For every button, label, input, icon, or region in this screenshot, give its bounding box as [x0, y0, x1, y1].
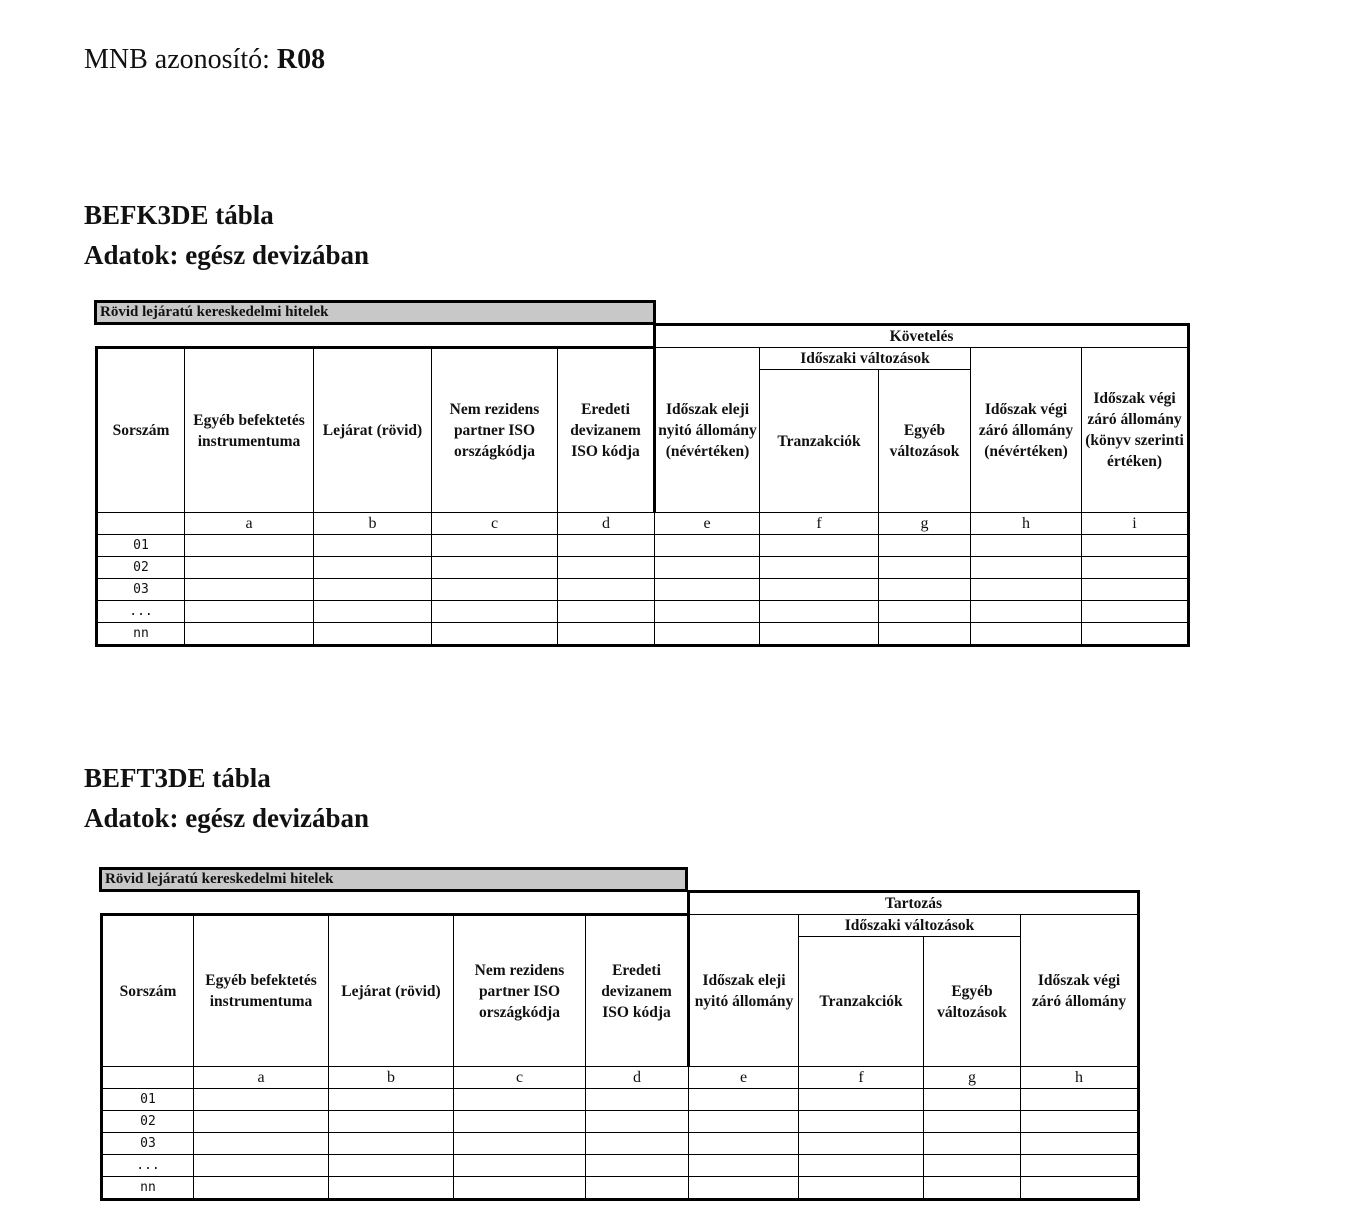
table-cell — [1021, 1089, 1139, 1111]
table1-row-number: 02 — [97, 557, 185, 579]
table2-col-a: Egyéb befektetés instrumentuma — [194, 915, 329, 1067]
table2-subgroup-header: Időszaki változások — [799, 915, 1021, 937]
table2-row-number: 02 — [102, 1111, 194, 1133]
table1-title: BEFK3DE tábla — [84, 200, 274, 230]
table-cell — [799, 1177, 924, 1200]
table2-col-e: Időszak eleji nyitó állomány — [689, 915, 799, 1067]
table1-col-d: Eredeti devizanem ISO kódja — [558, 348, 655, 513]
table-cell — [329, 1155, 454, 1177]
table-cell — [454, 1155, 586, 1177]
table1-letter-b: b — [314, 513, 432, 535]
table-cell — [879, 579, 971, 601]
table-cell — [971, 535, 1082, 557]
table1-letter-f: f — [760, 513, 879, 535]
table-cell — [454, 1111, 586, 1133]
table1-letter-c: c — [432, 513, 558, 535]
table-cell — [971, 601, 1082, 623]
table-cell — [194, 1089, 329, 1111]
table-row — [102, 1133, 1139, 1155]
table1-letter-blank — [97, 513, 185, 535]
table-cell — [689, 1177, 799, 1200]
table2-row-number: 01 — [102, 1089, 194, 1111]
table1-col-g: Egyéb változások — [879, 370, 971, 513]
table1-col-c: Nem rezidens partner ISO országkódja — [432, 348, 558, 513]
table-cell — [924, 1155, 1021, 1177]
table1-letter-a: a — [185, 513, 314, 535]
table-cell — [314, 623, 432, 646]
table-cell — [1082, 579, 1189, 601]
table-row — [97, 579, 1189, 601]
table2-grid — [100, 890, 1140, 1201]
table1-letter-g: g — [879, 513, 971, 535]
table1-subtitle: Adatok: egész devizában — [84, 240, 369, 270]
mnb-label: MNB azonosító: — [84, 44, 277, 75]
table-cell — [655, 601, 760, 623]
table1-band: Rövid lejáratú kereskedelmi hitelek — [94, 300, 656, 325]
table2-col-f: Tranzakciók — [799, 937, 924, 1067]
table-cell — [586, 1111, 689, 1133]
table-cell — [971, 557, 1082, 579]
table-cell — [879, 623, 971, 646]
table-cell — [314, 579, 432, 601]
table-cell — [586, 1155, 689, 1177]
table-cell — [760, 579, 879, 601]
table-cell — [185, 601, 314, 623]
table1-col-i: Időszak végi záró állomány (könyv szerinti értéken) — [1082, 348, 1189, 513]
table1-row-number: nn — [97, 623, 185, 646]
table-row — [102, 1089, 1139, 1111]
table-cell — [432, 601, 558, 623]
table1-col-f: Tranzakciók — [760, 370, 879, 513]
table1-col-a: Egyéb befektetés instrumentuma — [185, 348, 314, 513]
table-cell — [760, 623, 879, 646]
table2-letter-e: e — [689, 1067, 799, 1089]
table-cell — [924, 1177, 1021, 1200]
table-cell — [185, 579, 314, 601]
table-cell — [879, 601, 971, 623]
table1-col-b: Lejárat (rövid) — [314, 348, 432, 513]
table-cell — [655, 535, 760, 557]
table1-col-e: Időszak eleji nyitó állomány (névértéken) — [655, 348, 760, 513]
table-cell — [586, 1133, 689, 1155]
mnb-code: R08 — [276, 44, 326, 75]
table-cell — [1021, 1133, 1139, 1155]
table-row — [102, 1155, 1139, 1177]
table-cell — [689, 1155, 799, 1177]
table-cell — [194, 1155, 329, 1177]
table-cell — [329, 1111, 454, 1133]
table-cell — [879, 557, 971, 579]
table2-letter-blank — [102, 1067, 194, 1089]
table-cell — [432, 579, 558, 601]
table1-row-number: 03 — [97, 579, 185, 601]
table2-letter-h: h — [1021, 1067, 1139, 1089]
table-cell — [586, 1089, 689, 1111]
table-cell — [689, 1089, 799, 1111]
table-cell — [1082, 557, 1189, 579]
mnb-identifier — [84, 44, 325, 76]
table-cell — [558, 535, 655, 557]
table-cell — [329, 1089, 454, 1111]
table2-col-sorszam: Sorszám — [102, 915, 194, 1067]
table-cell — [185, 557, 314, 579]
table-cell — [1082, 623, 1189, 646]
table1-group-header: Követelés — [655, 325, 1189, 348]
table2-letter-c: c — [454, 1067, 586, 1089]
table2-col-c: Nem rezidens partner ISO országkódja — [454, 915, 586, 1067]
table-cell — [454, 1133, 586, 1155]
table-cell — [432, 535, 558, 557]
table1-letter-i: i — [1082, 513, 1189, 535]
table-cell — [586, 1177, 689, 1200]
table-cell — [799, 1111, 924, 1133]
table-cell — [558, 579, 655, 601]
table-cell — [760, 535, 879, 557]
table1-row-number: 01 — [97, 535, 185, 557]
table1-letter-h: h — [971, 513, 1082, 535]
table-cell — [924, 1111, 1021, 1133]
table-cell — [454, 1089, 586, 1111]
table-cell — [799, 1155, 924, 1177]
table2-row-number: nn — [102, 1177, 194, 1200]
table-row — [97, 535, 1189, 557]
table2-col-h: Időszak végi záró állomány — [1021, 915, 1139, 1067]
table-cell — [185, 535, 314, 557]
table1-subgroup-header: Időszaki változások — [760, 348, 971, 370]
table2-letter-g: g — [924, 1067, 1021, 1089]
table-cell — [799, 1133, 924, 1155]
table-cell — [194, 1177, 329, 1200]
table2-col-d: Eredeti devizanem ISO kódja — [586, 915, 689, 1067]
table2-row-number: 03 — [102, 1133, 194, 1155]
table-row — [97, 557, 1189, 579]
table1-letter-d: d — [558, 513, 655, 535]
table2-letter-d: d — [586, 1067, 689, 1089]
table2-group-header: Tartozás — [689, 892, 1139, 915]
table-cell — [655, 579, 760, 601]
table-cell — [760, 601, 879, 623]
table-row — [97, 601, 1189, 623]
table-cell — [879, 535, 971, 557]
table-cell — [689, 1111, 799, 1133]
table-row — [102, 1177, 1139, 1200]
table-cell — [432, 623, 558, 646]
table-cell — [185, 623, 314, 646]
table-cell — [314, 557, 432, 579]
table2-letter-a: a — [194, 1067, 329, 1089]
table2-col-g: Egyéb változások — [924, 937, 1021, 1067]
table2-row-number: ... — [102, 1155, 194, 1177]
table-cell — [1082, 535, 1189, 557]
table-cell — [760, 557, 879, 579]
table-cell — [1021, 1177, 1139, 1200]
table-cell — [314, 535, 432, 557]
table2-col-b: Lejárat (rövid) — [329, 915, 454, 1067]
table-cell — [329, 1133, 454, 1155]
table-cell — [194, 1133, 329, 1155]
table-cell — [558, 623, 655, 646]
table1-col-h: Időszak végi záró állomány (névértéken) — [971, 348, 1082, 513]
table-cell — [924, 1089, 1021, 1111]
table-cell — [655, 557, 760, 579]
table2-subtitle: Adatok: egész devizában — [84, 803, 369, 833]
table-cell — [1082, 601, 1189, 623]
table-cell — [689, 1133, 799, 1155]
table-cell — [799, 1089, 924, 1111]
table-cell — [1021, 1155, 1139, 1177]
table-cell — [558, 557, 655, 579]
table-cell — [432, 557, 558, 579]
table-cell — [655, 623, 760, 646]
table-cell — [558, 601, 655, 623]
table-cell — [194, 1111, 329, 1133]
table2-letter-b: b — [329, 1067, 454, 1089]
table-cell — [1021, 1111, 1139, 1133]
table-cell — [329, 1177, 454, 1200]
table2-letter-f: f — [799, 1067, 924, 1089]
table1-col-sorszam: Sorszám — [97, 348, 185, 513]
table-cell — [314, 601, 432, 623]
table-row — [102, 1111, 1139, 1133]
table-row — [97, 623, 1189, 646]
table-cell — [971, 579, 1082, 601]
table-cell — [924, 1133, 1021, 1155]
table-cell — [454, 1177, 586, 1200]
table2-band: Rövid lejáratú kereskedelmi hitelek — [99, 867, 688, 892]
table1-grid — [95, 323, 1190, 647]
table1-row-number: ... — [97, 601, 185, 623]
table2-title: BEFT3DE tábla — [84, 763, 271, 793]
table-cell — [971, 623, 1082, 646]
table1-letter-e: e — [655, 513, 760, 535]
